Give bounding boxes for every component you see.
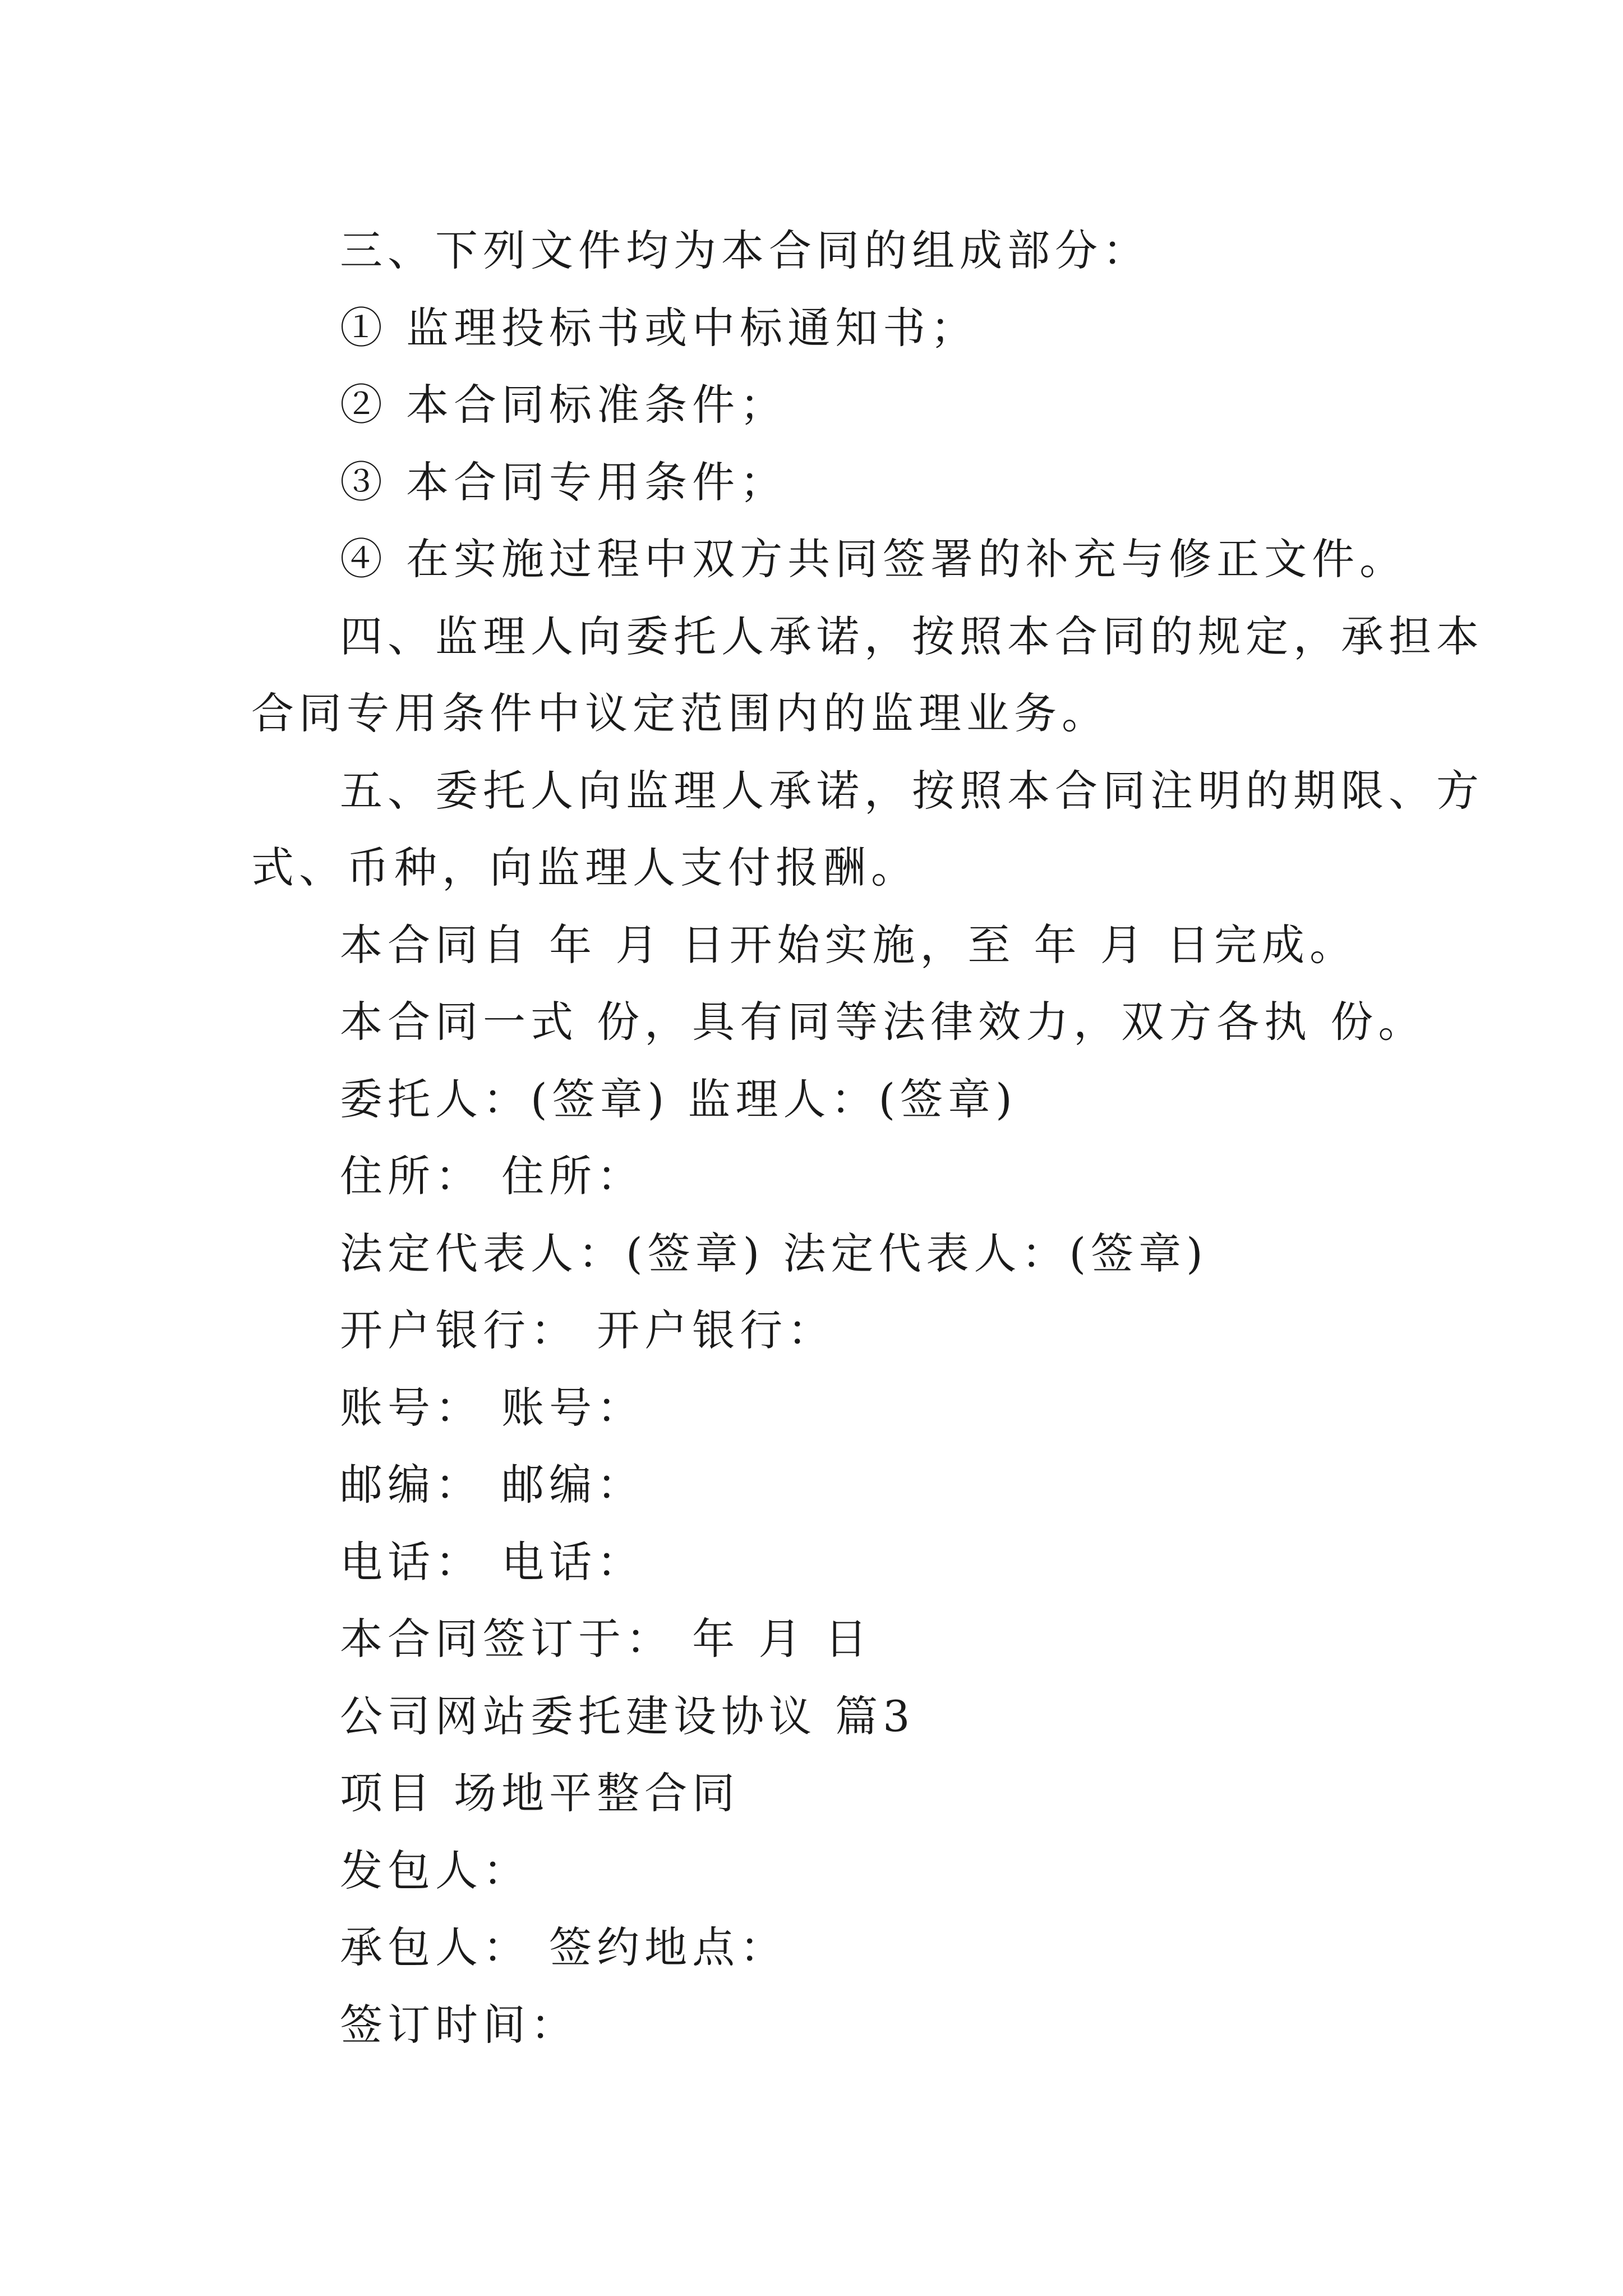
list-item-2: ② 本合同标准条件； [340,380,788,430]
employer-field: 发包人： [340,1845,531,1895]
document-body [251,212,1484,2063]
clause-five-line-2: 式、币种，向监理人支付报酬。 [251,843,919,892]
list-item-4: ④ 在实施过程中双方共同签署的补充与修正文件。 [340,534,1408,584]
postcode-fields: 邮编： 邮编： [340,1460,645,1510]
phone-fields: 电话： 电话： [340,1536,645,1587]
contract-copies: 本合同一式 份，具有同等法律效力，双方各执 份。 [340,997,1426,1047]
account-fields: 账号： 账号： [340,1382,645,1433]
clause-three-heading: 三、下列文件均为本合同的组成部分： [340,226,1150,275]
contractor-location-fields: 承包人： 签约地点： [340,1922,788,1972]
project-title: 项目 场地平整合同 [340,1768,740,1818]
signing-time-field: 签订时间： [340,1999,578,2050]
list-item-3: ③ 本合同专用条件； [340,457,788,507]
clause-four-line-1: 四、监理人向委托人承诺，按照本合同的规定，承担本 [340,611,1484,661]
signature-parties: 委托人：(签章) 监理人：(签章) [340,1074,1017,1124]
contract-period: 本合同自 年 月 日开始实施，至 年 月 日完成。 [340,919,1357,970]
legal-rep-fields: 法定代表人：(签章) 法定代表人：(签章) [340,1228,1208,1278]
section-title: 公司网站委托建设协议 篇3 [340,1691,915,1741]
signing-date: 本合同签订于： 年 月 日 [340,1614,873,1664]
list-item-1: ① 监理投标书或中标通知书； [340,302,979,353]
address-fields: 住所： 住所： [340,1151,645,1201]
bank-fields: 开户银行： 开户银行： [340,1305,836,1355]
clause-five-line-1: 五、委托人向监理人承诺，按照本合同注明的期限、方 [340,765,1484,816]
clause-four-line-2: 合同专用条件中议定范围内的监理业务。 [251,688,1109,738]
